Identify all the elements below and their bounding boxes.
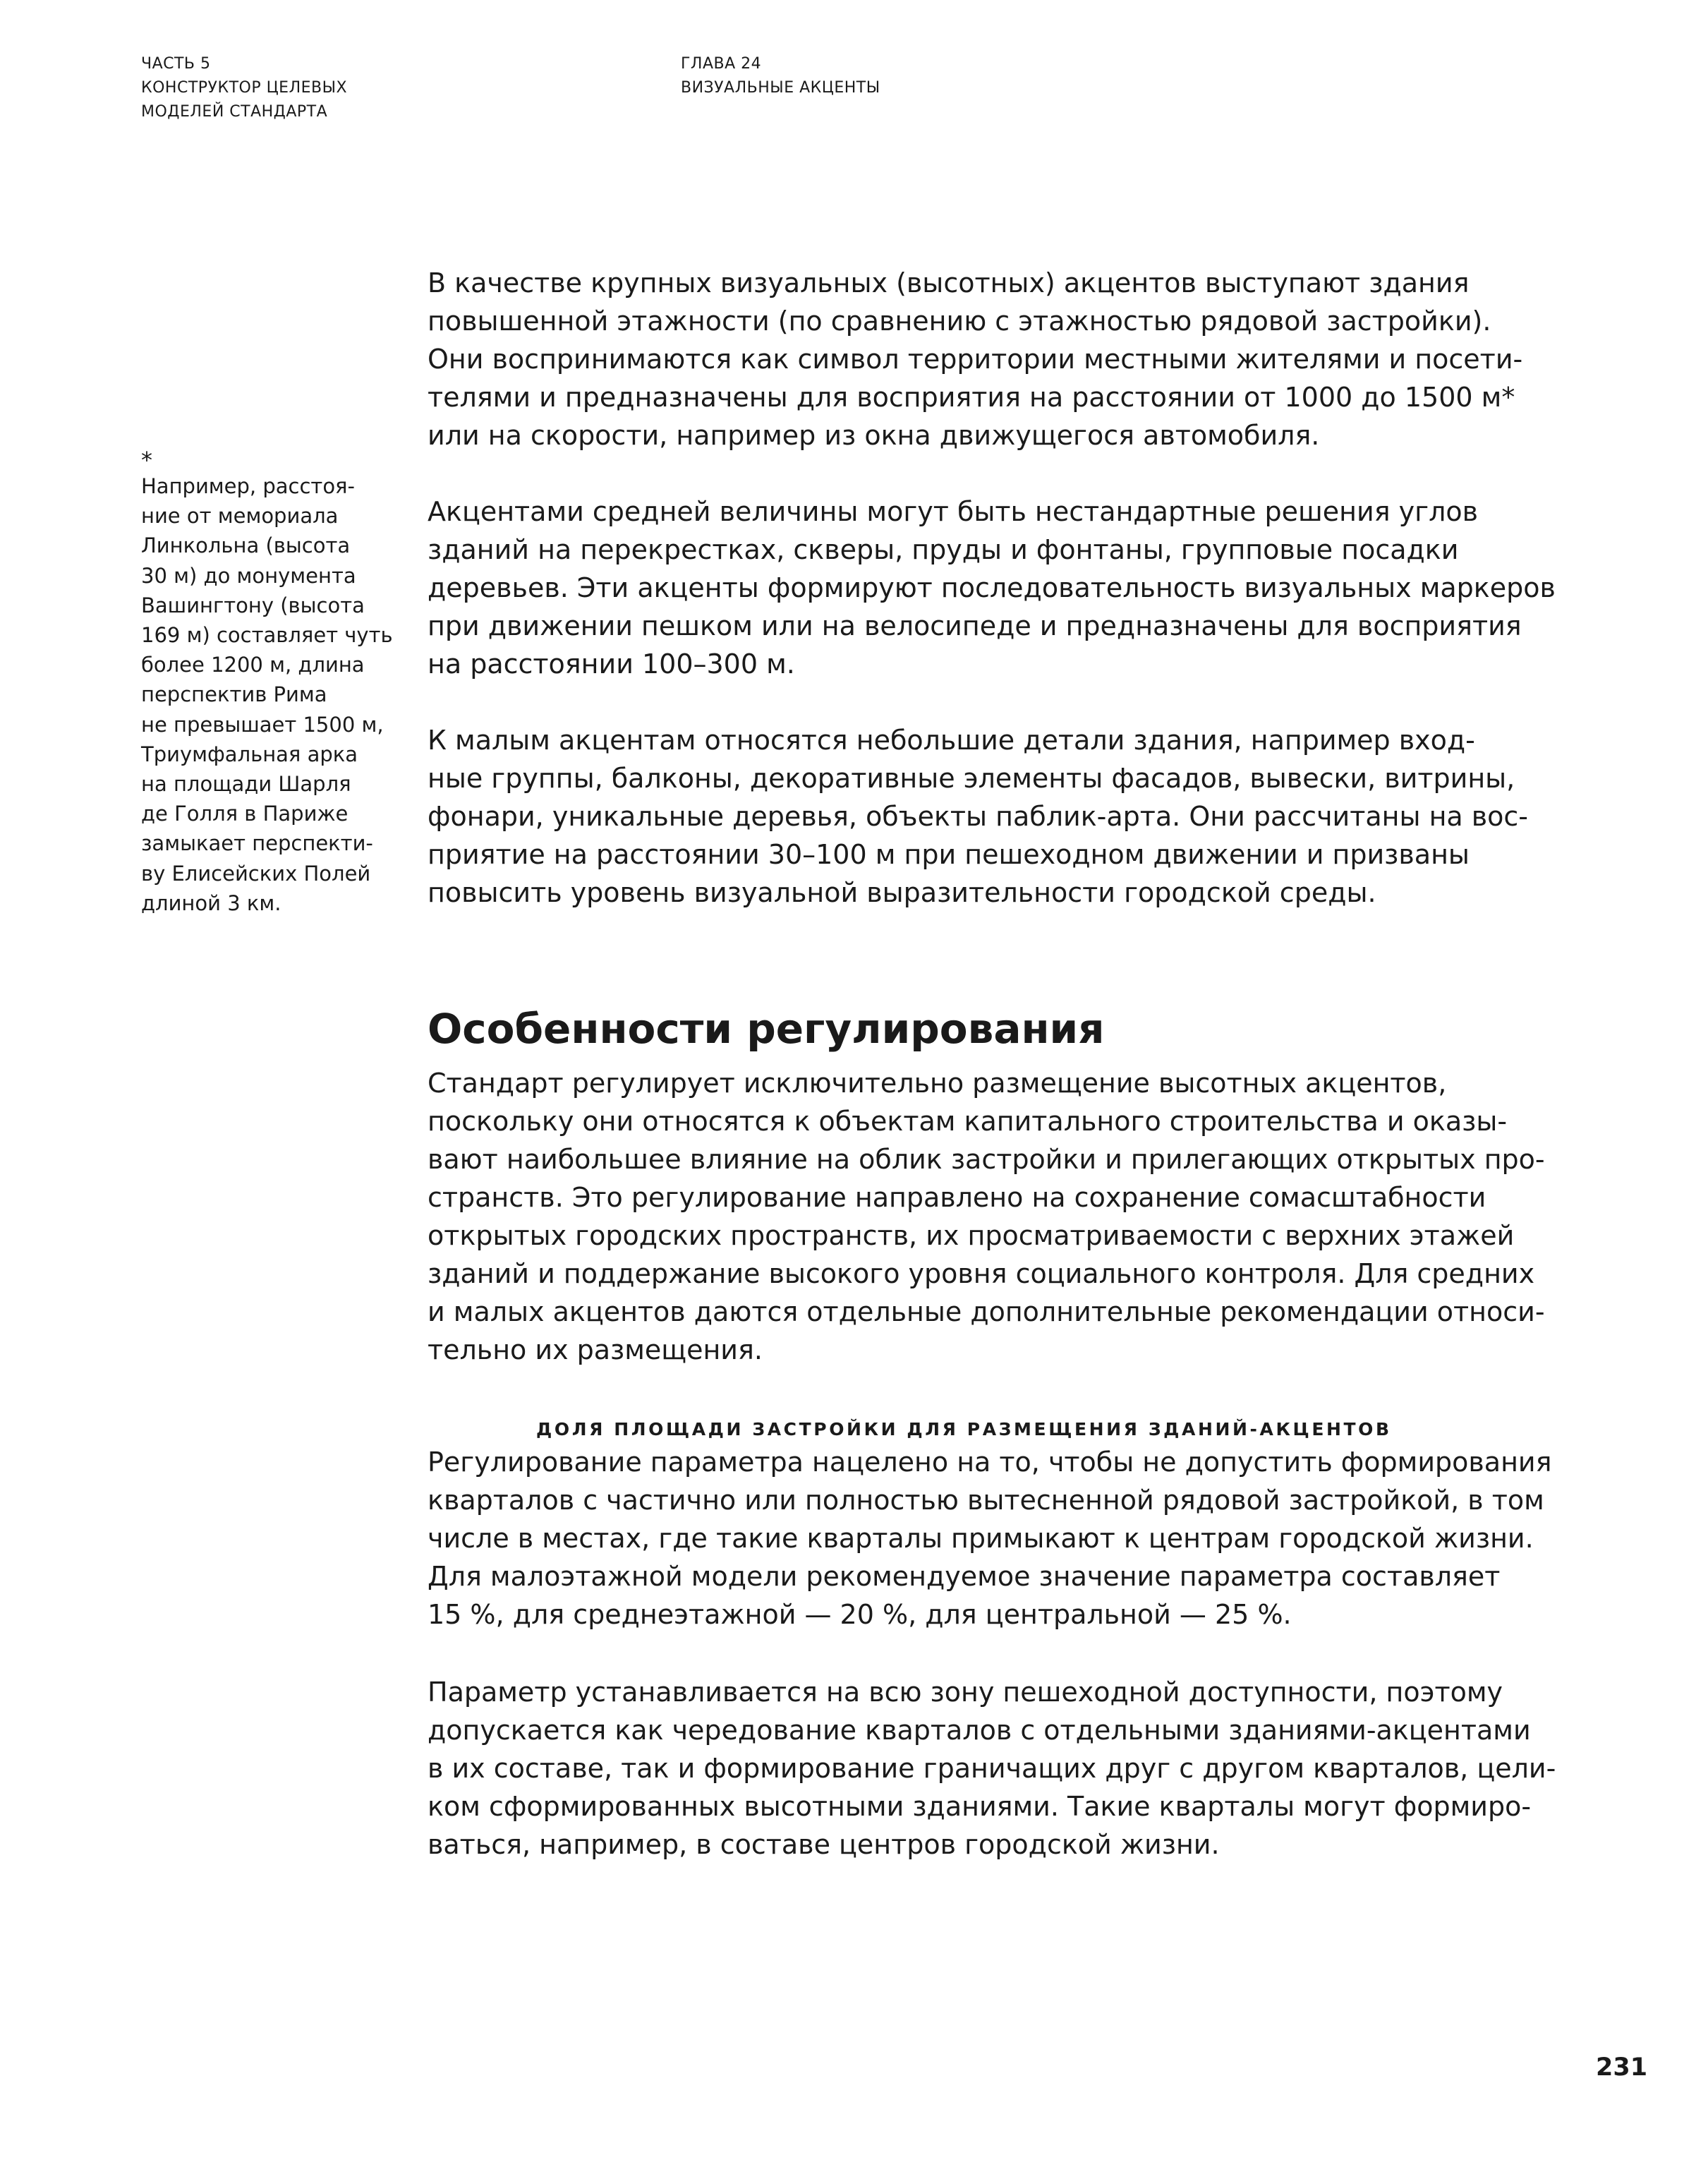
body-paragraph (428, 493, 1570, 683)
paragraph-line: 15 %, для среднеэтажной — 20 %, для центральной — 25 %. (428, 1599, 1292, 1630)
paragraph-line: или на скорости, например из окна движущегося автомобиля. (428, 420, 1320, 451)
paragraph-line: в их составе, так и формирование граничащих друг с другом кварталов, цели- (428, 1753, 1556, 1784)
running-head-part (141, 52, 347, 124)
footnote-line: де Голля в Париже (141, 802, 349, 826)
footnote-line: более 1200 м, длина (141, 653, 365, 677)
paragraph-line: деревьев. Эти акценты формируют последовательность визуальных маркеров (428, 572, 1556, 603)
body-paragraph (428, 1443, 1570, 1634)
paragraph-line: Они воспринимаются как символ территории местными жителями и посети- (428, 344, 1523, 375)
footnote-line: 169 м) составляет чуть (141, 623, 393, 648)
paragraph-line: поскольку они относятся к объектам капитального строительства и оказы- (428, 1106, 1508, 1137)
footnote-line: ву Елисейских Полей (141, 861, 371, 886)
paragraph-line: повысить уровень визуальной выразительности городской среды. (428, 877, 1376, 908)
running-head-line: МОДЕЛЕЙ СТАНДАРТА (141, 103, 328, 121)
paragraph-line: тельно их размещения. (428, 1334, 763, 1365)
paragraph-line: В качестве крупных визуальных (высотных) акцентов выступают здания (428, 267, 1470, 298)
running-head-chapter (681, 52, 880, 100)
paragraph-line: зданий на перекрестках, скверы, пруды и фонтаны, групповые посадки (428, 534, 1459, 565)
paragraph-line: кварталов с частично или полностью вытесненной рядовой застройкой, в том (428, 1485, 1544, 1516)
paragraph-line: Параметр устанавливается на всю зону пешеходной доступности, поэтому (428, 1677, 1503, 1708)
subsection-heading: ДОЛЯ ПЛОЩАДИ ЗАСТРОЙКИ ДЛЯ РАЗМЕЩЕНИЯ ЗДАНИЙ-АКЦЕНТОВ (536, 1419, 1392, 1439)
footnote-line: перспектив Рима (141, 682, 327, 707)
paragraph-line: Стандарт регулирует исключительно размещение высотных акцентов, (428, 1068, 1447, 1099)
footnote-marker: * (141, 447, 152, 473)
paragraph-line: телями и предназначены для восприятия на расстоянии от 1000 до 1500 м* (428, 382, 1515, 413)
paragraph-line: странств. Это регулирование направлено на сохранение сомасштабности (428, 1182, 1486, 1213)
paragraph-line: числе в местах, где такие кварталы примыкают к центрам городской жизни. (428, 1523, 1534, 1554)
body-paragraph (428, 721, 1570, 912)
paragraph-line: К малым акцентам относятся небольшие детали здания, например вход- (428, 725, 1475, 756)
paragraph-line: Регулирование параметра нацелено на то, чтобы не допустить формирования (428, 1447, 1552, 1478)
paragraph-line: повышенной этажности (по сравнению с этажностью рядовой застройки). (428, 306, 1491, 337)
footnote-line: замыкает перспекти- (141, 831, 373, 856)
paragraph-line: ком сформированных высотными зданиями. Такие кварталы могут формиро- (428, 1791, 1532, 1822)
footnote-line: не превышает 1500 м, (141, 712, 384, 737)
footnote-line: Линкольна (высота (141, 533, 351, 558)
paragraph-line: и малых акцентов даются отдельные дополнительные рекомендации относи- (428, 1296, 1545, 1327)
footnote-line: Например, расстоя- (141, 474, 355, 498)
paragraph-line: открытых городских пространств, их просматриваемости с верхних этажей (428, 1220, 1515, 1251)
footnote-line: Триумфальная арка (141, 742, 358, 766)
running-head-line: ЧАСТЬ 5 (141, 55, 211, 73)
paragraph-line: при движении пешком или на велосипеде и предназначены для восприятия (428, 610, 1522, 641)
body-paragraph (428, 1673, 1570, 1864)
footnote-line: Вашингтону (высота (141, 593, 365, 617)
body-paragraph (428, 1064, 1570, 1369)
paragraph-line: ные группы, балконы, декоративные элементы фасадов, вывески, витрины, (428, 763, 1515, 794)
body-paragraph (428, 264, 1570, 454)
running-head-line: КОНСТРУКТОР ЦЕЛЕВЫХ (141, 79, 348, 97)
paragraph-line: приятие на расстоянии 30–100 м при пешеходном движении и призваны (428, 839, 1470, 870)
page-number: 231 (1596, 2053, 1648, 2082)
footnote (141, 449, 409, 918)
paragraph-line: ваться, например, в составе центров городской жизни. (428, 1829, 1220, 1860)
running-head-line: ГЛАВА 24 (681, 55, 762, 73)
paragraph-line: зданий и поддержание высокого уровня социального контроля. Для средних (428, 1258, 1535, 1289)
section-heading: Особенности регулирования (428, 1005, 1105, 1053)
paragraph-line: Акцентами средней величины могут быть нестандартные решения углов (428, 496, 1479, 527)
footnote-line: ние от мемориала (141, 504, 339, 529)
paragraph-line: допускается как чередование кварталов с отдельными зданиями-акцентами (428, 1715, 1531, 1746)
footnote-line: 30 м) до монумента (141, 563, 356, 588)
footnote-line: на площади Шарля (141, 772, 351, 797)
paragraph-line: фонари, уникальные деревья, объекты паблик-арта. Они рассчитаны на вос- (428, 801, 1529, 832)
paragraph-line: Для малоэтажной модели рекомендуемое значение параметра составляет (428, 1561, 1501, 1592)
paragraph-line: вают наибольшее влияние на облик застройки и прилегающих открытых про- (428, 1144, 1545, 1175)
running-head-line: ВИЗУАЛЬНЫЕ АКЦЕНТЫ (681, 79, 880, 97)
paragraph-line: на расстоянии 100–300 м. (428, 648, 795, 680)
footnote-line: длиной 3 км. (141, 891, 281, 915)
